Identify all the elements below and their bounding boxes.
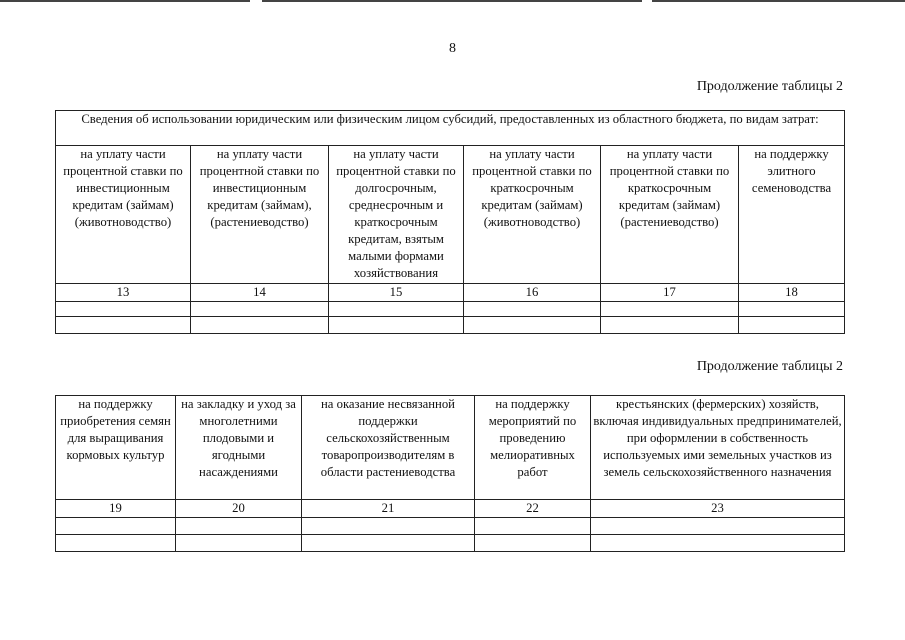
column-label: на уплату части процентной ставки по долгосрочным, среднесрочным и краткосрочным кредитам, взятым малыми формами хозяйствования <box>329 146 464 284</box>
column-label: на оказание несвязанной поддержки сельскохозяйственным товаропроизводителям в области растениеводства <box>302 396 475 500</box>
empty-cell <box>176 518 302 535</box>
column-label: на уплату части процентной ставки по краткосрочным кредитам (займам) (растениеводство) <box>601 146 739 284</box>
empty-row <box>56 518 845 535</box>
empty-cell <box>329 317 464 334</box>
empty-cell <box>601 302 739 317</box>
empty-row <box>56 317 845 334</box>
column-number: 19 <box>56 500 176 518</box>
empty-cell <box>56 535 176 552</box>
column-numbers-row <box>56 500 845 518</box>
column-number: 13 <box>56 284 191 302</box>
column-label: на поддержку мероприятий по проведению мелиоративных работ <box>475 396 591 500</box>
empty-cell <box>464 317 601 334</box>
scan-edge-line <box>652 0 905 2</box>
empty-cell <box>56 317 191 334</box>
empty-cell <box>601 317 739 334</box>
continuation-label-2: Продолжение таблицы 2 <box>696 359 843 374</box>
column-label: на уплату части процентной ставки по краткосрочным кредитам (займам) (животноводство) <box>464 146 601 284</box>
column-label: крестьянских (фермерских) хозяйств, включая индивидуальных предпринимателей, при оформлении в собственность используемых ими земельных участков из земель сельскохозяйственного назначения <box>591 396 845 500</box>
column-number: 20 <box>176 500 302 518</box>
page-number: 8 <box>449 41 456 56</box>
column-label: на поддержку элитного семеноводства <box>739 146 845 284</box>
table-header-cell: Сведения об использовании юридическим или физическим лицом субсидий, предоставленных из областного бюджета, по видам затрат: <box>56 111 845 146</box>
column-label: на уплату части процентной ставки по инвестиционным кредитам (займам) (животноводство) <box>56 146 191 284</box>
empty-cell <box>591 535 845 552</box>
column-number: 17 <box>601 284 739 302</box>
empty-cell <box>464 302 601 317</box>
subsidy-table-part-2 <box>55 395 845 552</box>
scan-edge-line <box>0 0 250 2</box>
empty-cell <box>302 518 475 535</box>
column-number: 16 <box>464 284 601 302</box>
column-label: на поддержку приобретения семян для выращивания кормовых культур <box>56 396 176 500</box>
empty-cell <box>176 535 302 552</box>
empty-cell <box>56 302 191 317</box>
column-number: 15 <box>329 284 464 302</box>
column-labels-row <box>56 146 845 284</box>
column-number: 18 <box>739 284 845 302</box>
empty-cell <box>475 535 591 552</box>
empty-cell <box>191 302 329 317</box>
scan-edge-line <box>262 0 642 2</box>
column-label: на уплату части процентной ставки по инвестиционным кредитам (займам), (растениеводство) <box>191 146 329 284</box>
column-number: 22 <box>475 500 591 518</box>
column-label: на закладку и уход за многолетними плодовыми и ягодными насаждениями <box>176 396 302 500</box>
empty-cell <box>56 518 176 535</box>
subsidy-table-part-1 <box>55 110 845 334</box>
column-number: 21 <box>302 500 475 518</box>
column-number: 14 <box>191 284 329 302</box>
empty-row <box>56 302 845 317</box>
column-numbers-row <box>56 284 845 302</box>
empty-cell <box>739 302 845 317</box>
empty-cell <box>591 518 845 535</box>
empty-cell <box>475 518 591 535</box>
empty-cell <box>191 317 329 334</box>
empty-cell <box>739 317 845 334</box>
empty-cell <box>329 302 464 317</box>
empty-cell <box>302 535 475 552</box>
column-number: 23 <box>591 500 845 518</box>
continuation-label-1: Продолжение таблицы 2 <box>696 79 843 94</box>
empty-row <box>56 535 845 552</box>
column-labels-row <box>56 396 845 500</box>
